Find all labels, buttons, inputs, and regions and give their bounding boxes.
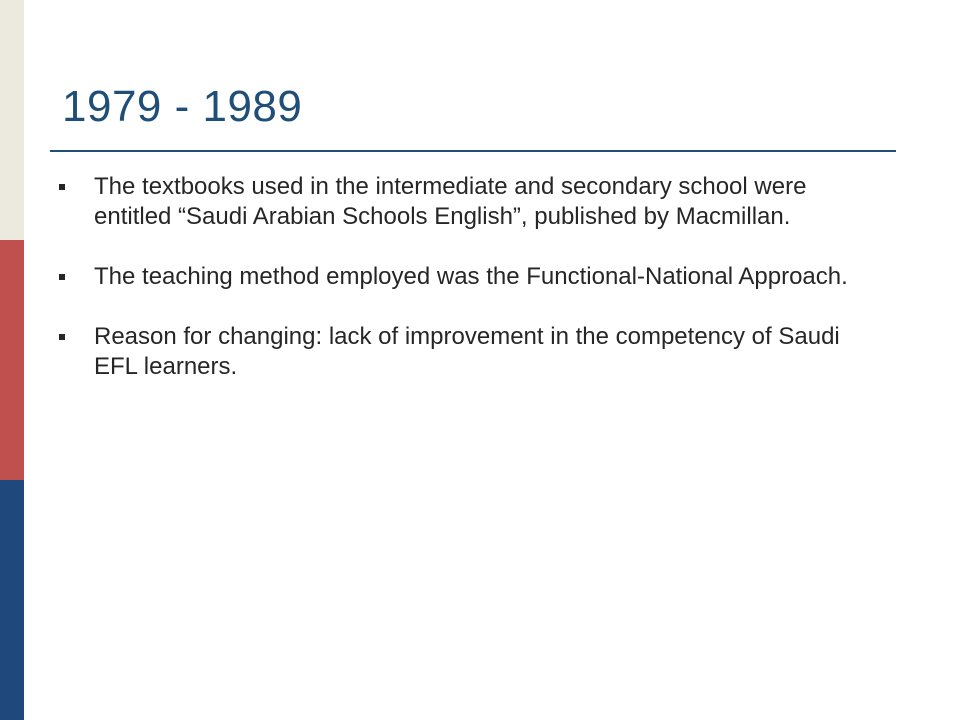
- side-bar-red: [0, 240, 24, 480]
- square-bullet-icon: [59, 184, 65, 190]
- bullet-text: The teaching method employed was the Functional-National Approach.: [94, 263, 848, 290]
- bullet-item-textbooks: [56, 172, 886, 232]
- side-bar-blue: [0, 480, 24, 720]
- slide-title: 1979 - 1989: [62, 82, 303, 131]
- square-bullet-icon: [59, 274, 65, 280]
- bullet-item-reason: [56, 322, 886, 382]
- bullet-item-teaching-method: [56, 262, 886, 292]
- square-bullet-icon: [59, 334, 65, 340]
- bullet-text: Reason for changing: lack of improvement in the competency of Saudi EFL learners.: [94, 323, 840, 380]
- title-underline: [50, 150, 896, 152]
- bullet-text: The textbooks used in the intermediate and secondary school were entitled “Saudi Arabian Schools English”, published by Macmillan.: [94, 173, 807, 230]
- side-bar-beige: [0, 0, 24, 240]
- bullet-list: [56, 172, 886, 412]
